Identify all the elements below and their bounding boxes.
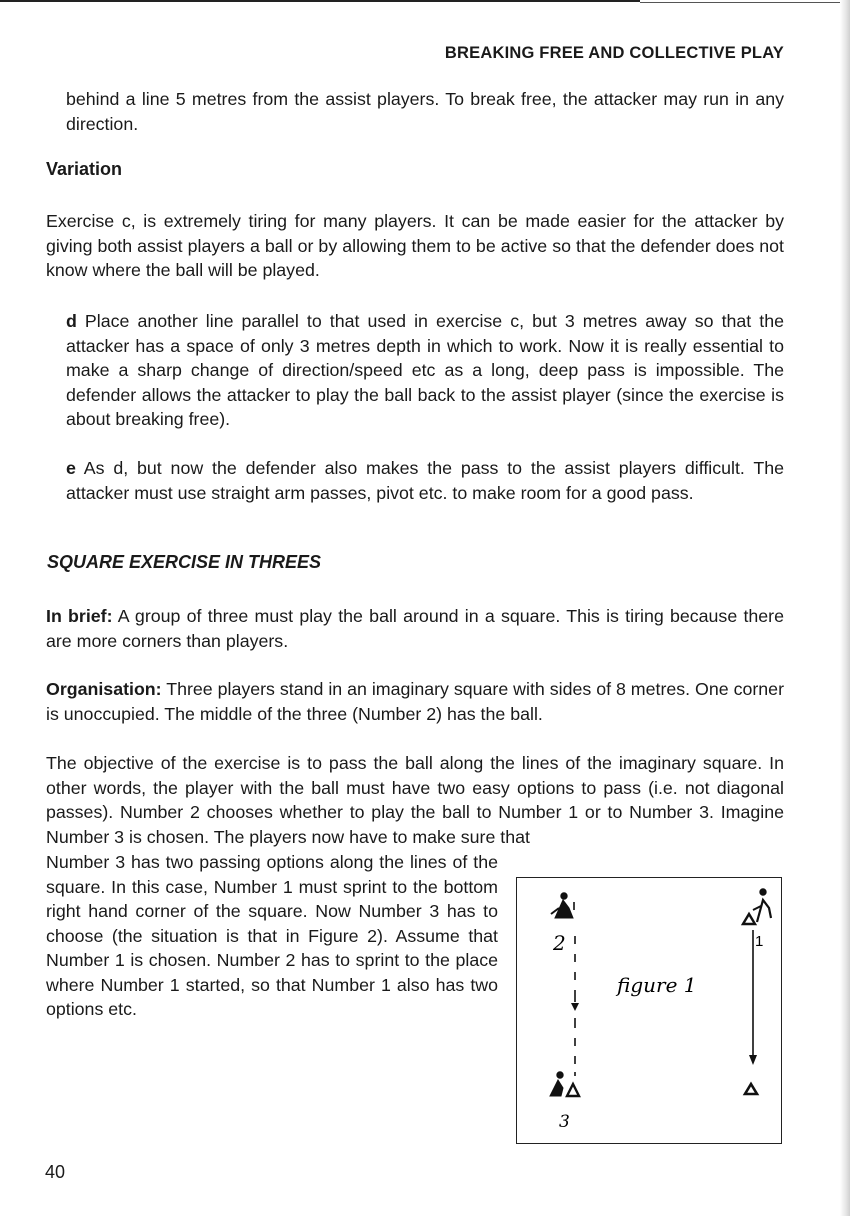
player-1-label: 1 <box>755 933 764 950</box>
organisation-text: Three players stand in an imaginary square with sides of 8 metres. One corner is unoccupied. The middle of the three (Number 2) has the ball. <box>46 679 784 724</box>
page-number: 40 <box>45 1162 66 1182</box>
player-3-label: 3 <box>559 1112 570 1132</box>
organisation-paragraph <box>46 677 784 726</box>
exercise-d-paragraph <box>66 309 784 432</box>
figure-wrap-paragraph: Number 3 has two passing options along the lines of the square. In this case, Number 1 must sprint to the bottom right hand corner of the square. Now Number 3 has to choose (the situation is that in Figure 2). Assume that Number 1 is chosen. Number 2 has to sprint to the place where Number 1 started, so that Number 1 also has two options etc. <box>46 852 498 1019</box>
variation-heading: Variation <box>46 159 123 179</box>
top-rule-right <box>640 2 840 3</box>
figure-1-diagram <box>516 877 782 1144</box>
exercise-e-letter: e <box>66 458 76 478</box>
intro-continuation: behind a line 5 metres from the assist players. To break free, the attacker may run in any direction. <box>66 89 784 134</box>
page-edge-shadow <box>840 0 850 1216</box>
in-brief-text: A group of three must play the ball around in a square. This is tiring because there are more corners than players. <box>46 606 784 651</box>
pass-arrow-down-icon <box>571 1003 579 1011</box>
exercise-d-text: Place another line parallel to that used in exercise c, but 3 metres away so that the attacker has a space of only 3 metres depth in which to work. Now it is really essential to make a sharp change of direction/speed etc as a long, deep pass is impossible. The defender allows the attacker to play the ball back to the assist player (since the exercise is about breaking free). <box>66 311 784 429</box>
running-header: BREAKING FREE AND COLLECTIVE PLAY <box>444 44 784 62</box>
exercise-e-paragraph <box>66 456 784 505</box>
figure-label: figure 1 <box>617 973 697 997</box>
objective-paragraph: The objective of the exercise is to pass the ball along the lines of the imaginary square. In other words, the player with the ball must have two easy options to pass (i.e. not diagonal passes). Number 2 chooses whether to play the ball to Number 1 or to Number 3. Imagine Number 3 is chosen. The players now have to make sure that <box>46 753 784 847</box>
player-2-label: 2 <box>553 931 566 955</box>
in-brief-label: In brief: <box>46 606 113 626</box>
run-arrow-down-icon <box>749 1055 757 1065</box>
organisation-label: Organisation: <box>46 679 162 699</box>
exercise-e-text: As d, but now the defender also makes the pass to the assist players difficult. The attacker must use straight arm passes, pivot etc. to make room for a good pass. <box>66 458 784 503</box>
top-rule <box>0 0 640 2</box>
figure-1-drawing <box>517 878 781 1143</box>
section-title: SQUARE EXERCISE IN THREES <box>47 552 322 572</box>
variation-paragraph: Exercise c, is extremely tiring for many players. It can be made easier for the attacker by giving both assist players a ball or by allowing them to be active so that the defender does not know where the ball will be played. <box>46 211 784 280</box>
cone-icon <box>745 1084 757 1094</box>
in-brief-paragraph <box>46 604 784 653</box>
exercise-d-letter: d <box>66 311 77 331</box>
player-1-icon <box>743 889 771 924</box>
player-2-icon <box>551 893 574 918</box>
